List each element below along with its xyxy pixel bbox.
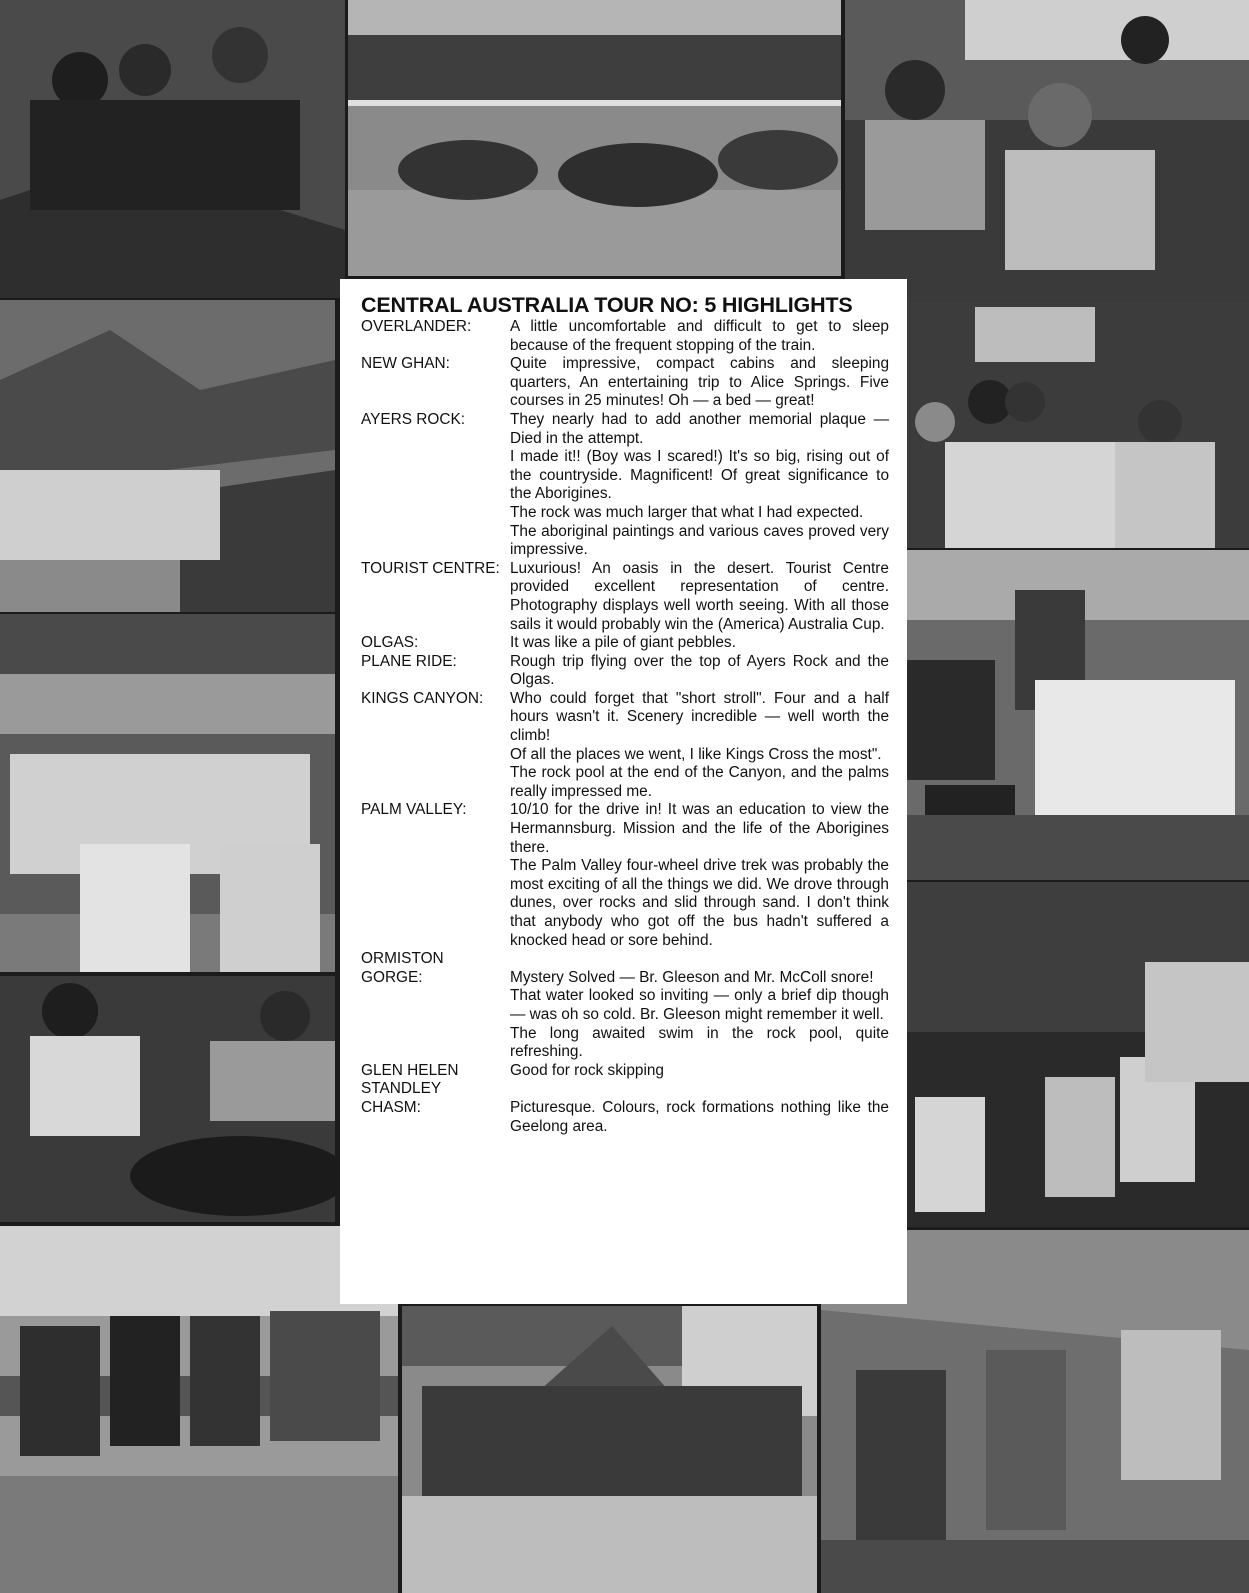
highlight-label [361,318,510,355]
highlight-paragraph: Picturesque. Colours, rock formations nothing like the Geelong area. [510,1098,889,1135]
highlight-label-line: PLANE RIDE: [361,652,457,670]
highlight-label [361,634,510,653]
photo-boys-in-train-lounge [845,0,1249,302]
highlight-paragraph: Quite impressive, compact cabins and sleeping quarters, An entertaining trip to Alice Springs. Five courses in 25 minutes! Oh — a bed — great! [510,355,889,410]
highlight-body [510,690,889,802]
highlight-paragraph: Luxurious! An oasis in the desert. Tourist Centre provided excellent representation of centre. Photography displays well worth seeing. With all those sails it would probably win the (America) Australia Cup. [510,559,889,633]
highlight-paragraph: Mystery Solved — Br. Gleeson and Mr. McColl snore! [510,968,874,986]
highlight-body [510,950,889,1062]
highlight-label-line: ORMISTON [361,950,444,968]
highlight-label [361,411,510,560]
photo-boys-at-table [895,302,1249,548]
photo-rock-pool-swimmers [895,882,1249,1227]
highlights-list [361,318,889,1136]
highlight-paragraph: That water looked so inviting — only a brief dip though — was oh so cold. Br. Gleeson might remember it well. [510,987,889,1023]
highlight-entry [361,634,889,653]
highlight-entry [361,355,889,411]
highlight-paragraph: They nearly had to add another memorial plaque — Died in the attempt. [510,410,889,447]
highlight-entry [361,1080,889,1136]
photo-camp-tents [402,1306,817,1593]
highlight-paragraph: Rough trip flying over the top of Ayers Rock and the Olgas. [510,652,889,689]
photo-camel-ride [348,0,841,276]
highlight-label [361,1062,510,1081]
highlight-label-line: OVERLANDER: [361,318,472,335]
highlight-paragraph [510,950,889,969]
article-title: CENTRAL AUSTRALIA TOUR NO: 5 HIGHLIGHTS [361,293,853,317]
highlight-label [361,801,510,950]
highlight-label-line: GORGE: [361,968,423,986]
highlight-body [510,1080,889,1136]
photo-boys-playing-cards [0,976,335,1222]
highlight-label [361,560,510,634]
highlight-paragraph: The Palm Valley four-wheel drive trek was probably the most exciting of all the things we did. We drove through dunes, over rocks and slid through sand. I don't think that anybody who got off the bus hadn't suffered a knocked head or sore behind. [510,857,889,949]
highlight-label [361,690,510,802]
photo-boys-on-log [0,1226,398,1593]
highlight-body [510,411,889,560]
highlight-label [361,653,510,690]
highlight-label-line: OLGAS: [361,634,419,652]
photo-crowd-on-rocks [0,300,335,612]
highlight-label-line: CHASM: [361,1098,421,1116]
highlight-paragraph: The aboriginal paintings and various caves proved very impressive. [510,522,889,559]
highlight-label-line: AYERS ROCK: [361,410,466,428]
highlight-paragraph: It was like a pile of giant pebbles. [510,634,736,652]
photo-group-at-gorge [0,614,335,972]
highlight-body [510,1062,889,1081]
highlight-body [510,801,889,950]
highlight-paragraph: 10/10 for the drive in! It was an education to view the Hermannsburg. Mission and the life of the Aborigines there. [510,801,889,856]
highlight-label [361,950,510,1062]
highlight-entry [361,318,889,355]
highlight-label [361,1080,510,1136]
highlight-entry [361,653,889,690]
highlight-label-line: STANDLEY [361,1080,442,1098]
highlight-paragraph: Of all the places we went, I like Kings Cross the most". [510,745,882,763]
highlight-paragraph: The long awaited swim in the rock pool, quite refreshing. [510,1024,889,1061]
highlight-label [361,355,510,411]
highlight-body [510,634,889,653]
article-panel [340,279,907,1304]
highlight-label-line: PALM VALLEY: [361,801,467,819]
highlight-paragraph [510,1080,889,1099]
highlight-paragraph: Who could forget that "short stroll". Four and a half hours wasn't it. Scenery incredible — well worth the climb! [510,689,889,745]
highlight-paragraph: Good for rock skipping [510,1061,664,1079]
highlight-label-line: NEW GHAN: [361,355,450,373]
highlight-label-line: KINGS CANYON: [361,689,484,707]
highlight-label-line: TOURIST CENTRE: [361,559,500,577]
highlight-entry [361,801,889,950]
highlight-entry [361,690,889,802]
photo-boys-on-rocks [0,0,345,298]
highlight-paragraph: The rock pool at the end of the Canyon, and the palms really impressed me. [510,764,889,800]
highlight-paragraph: The rock was much larger that what I had expected. [510,503,864,521]
highlight-entry [361,411,889,560]
highlight-entry [361,1062,889,1081]
highlight-paragraph: I made it!! (Boy was I scared!) It's so big, rising out of the countryside. Magnificent! Of great significance to the Aborigines. [510,448,889,503]
highlight-body [510,318,889,355]
highlight-entry [361,560,889,634]
photo-outdoor-cooking [895,550,1249,880]
highlight-body [510,560,889,634]
highlight-paragraph: A little uncomfortable and difficult to get to sleep because of the frequent stopping of the train. [510,318,889,354]
highlight-body [510,653,889,690]
highlight-body [510,355,889,411]
highlight-label-line: GLEN HELEN [361,1061,459,1079]
highlight-entry [361,950,889,1062]
